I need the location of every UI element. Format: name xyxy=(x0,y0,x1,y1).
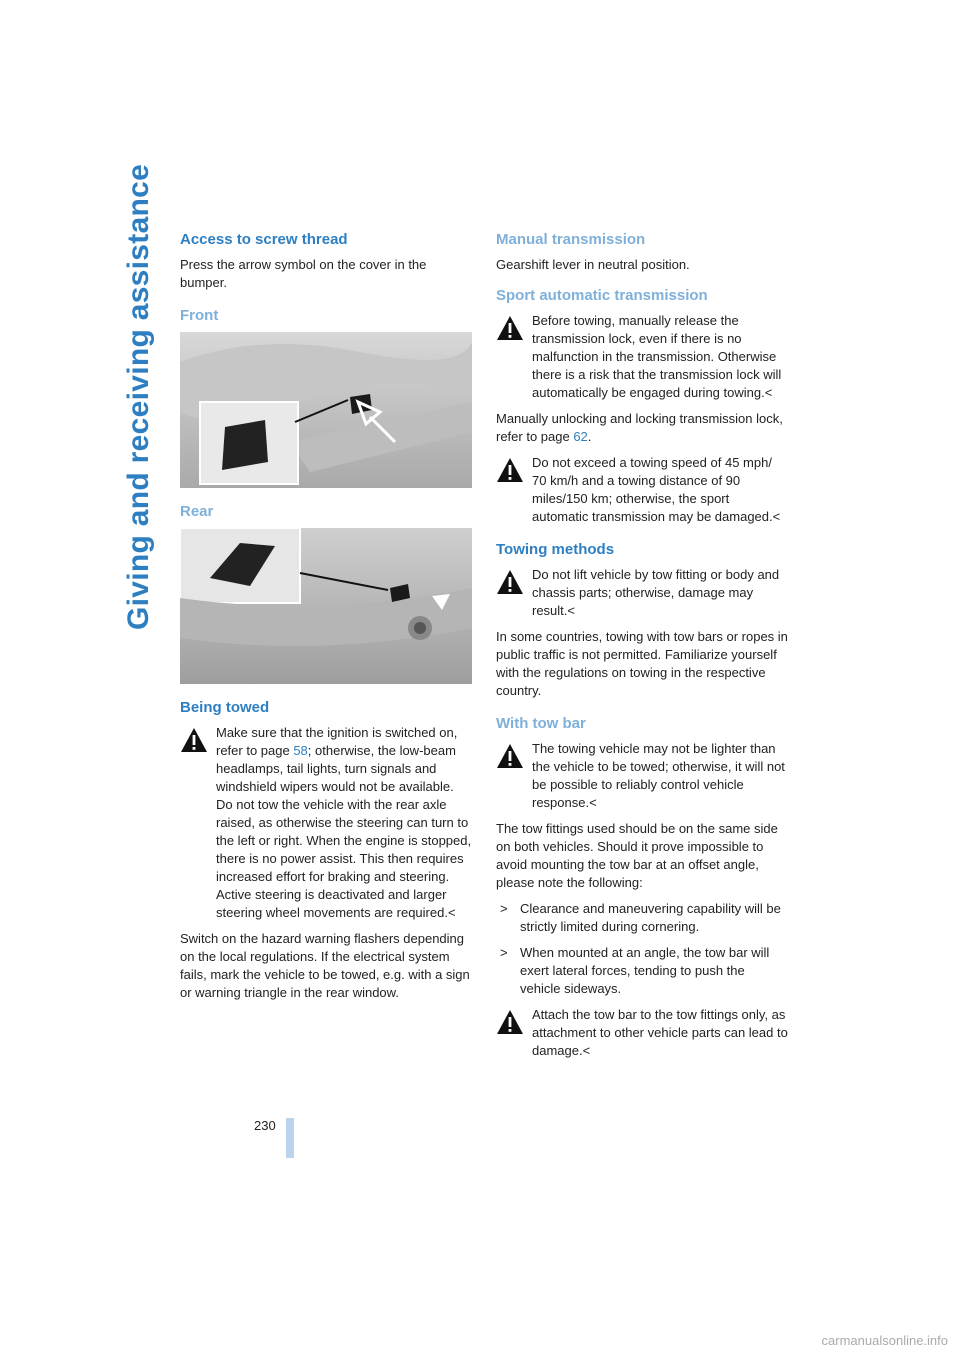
sport-text xyxy=(496,410,788,446)
page-link-62[interactable]: 62 xyxy=(573,429,588,444)
towed-heading: Being towed xyxy=(180,699,270,716)
chapter-side-title xyxy=(116,30,160,630)
warning-triangle-icon xyxy=(496,315,524,341)
bullet-text: Clearance and maneuvering capability will be strictly limited during cornering. xyxy=(520,901,781,934)
warning-triangle-icon xyxy=(496,1009,524,1035)
right-column xyxy=(496,230,788,1068)
rear-heading: Rear xyxy=(180,503,214,520)
site-watermark[interactable]: carmanualsonline.info xyxy=(821,1333,948,1348)
towbar-warning-text: The towing vehicle may not be lighter than the vehicle to be towed; otherwise, it will not be possible to reliably control vehicle response.< xyxy=(532,741,785,810)
warning-triangle-icon xyxy=(496,569,524,595)
left-column xyxy=(180,230,472,1010)
towed-warning-text-a: Make sure that the ignition is switched on, refer to page xyxy=(216,725,458,758)
list-item xyxy=(496,900,788,936)
page-bar xyxy=(286,1118,294,1158)
front-bumper-figure xyxy=(180,332,472,488)
manual-heading: Manual transmission xyxy=(496,231,646,248)
warning-triangle-icon xyxy=(496,743,524,769)
warning-triangle-icon xyxy=(496,457,524,483)
access-heading: Access to screw thread xyxy=(180,231,348,248)
sport-heading: Sport automatic transmission xyxy=(496,287,708,304)
manual-text: Gearshift lever in neutral position. xyxy=(496,257,690,272)
sport-warning xyxy=(496,312,788,402)
towed-text: Switch on the hazard warning flashers depending on the local regulations. If the electrical system fails, mark the vehicle to be towed, e.g. with a sign or warning triangle in the rear window. xyxy=(180,931,470,1000)
chapter-title-text: Giving and receiving assistance xyxy=(122,163,155,630)
towbar-warning xyxy=(496,740,788,812)
bullet-marker: > xyxy=(500,901,508,916)
towbar-text: The tow fittings used should be on the same side on both vehicles. Should it prove impossible to avoid mounting the tow bar at an offset angle, please note the following: xyxy=(496,821,778,890)
towed-warning xyxy=(180,724,472,922)
front-heading: Front xyxy=(180,307,219,324)
methods-text: In some countries, towing with tow bars or ropes in public traffic is not permitted. Familiarize yourself with the regulations on towing in the respective country. xyxy=(496,629,788,698)
page-link-58[interactable]: 58 xyxy=(293,743,308,758)
towbar-heading: With tow bar xyxy=(496,715,586,732)
sport-text-b: . xyxy=(587,429,592,444)
sport-text-a: Manually unlocking and locking transmission lock, refer to page xyxy=(496,411,783,444)
access-text: Press the arrow symbol on the cover in the bumper. xyxy=(180,257,427,290)
sport-warning-2-text: Do not exceed a towing speed of 45 mph/ 70 km/h and a towing distance of 90 miles/150 km; otherwise, the sport automatic transmission may be damaged.< xyxy=(532,455,781,524)
list-item xyxy=(496,944,788,998)
page-number: 230 xyxy=(254,1118,276,1133)
sport-warning-2 xyxy=(496,454,788,526)
sport-warning-text: Before towing, manually release the transmission lock, even if there is no malfunction in the transmission. Otherwise there is a risk that the transmission lock will automatically be engaged during towing.< xyxy=(532,313,782,400)
bullet-marker: > xyxy=(500,945,508,960)
warning-triangle-icon xyxy=(180,727,208,753)
methods-warning-text: Do not lift vehicle by tow fitting or body and chassis parts; otherwise, damage may result.< xyxy=(532,567,780,618)
towbar-warning-2 xyxy=(496,1006,788,1060)
rear-bumper-figure xyxy=(180,528,472,684)
bullet-text: When mounted at an angle, the tow bar will exert lateral forces, tending to push the vehicle sideways. xyxy=(520,945,770,996)
towed-warning-text-b: ; otherwise, the low-beam headlamps, tail lights, turn signals and windshield wipers would not be available. Do not tow the vehicle with the rear axle raised, as otherwise the steering can turn to the left or right. When the engine is stopped, there is no power assist. This then requires increased effort for braking and steering. Active steering is deactivated and larger steering wheel movements are required.< xyxy=(216,743,472,920)
methods-warning xyxy=(496,566,788,620)
towbar-warning-2-text: Attach the tow bar to the tow fittings only, as attachment to other vehicle parts can lead to damage.< xyxy=(532,1007,788,1058)
methods-heading: Towing methods xyxy=(496,541,615,558)
